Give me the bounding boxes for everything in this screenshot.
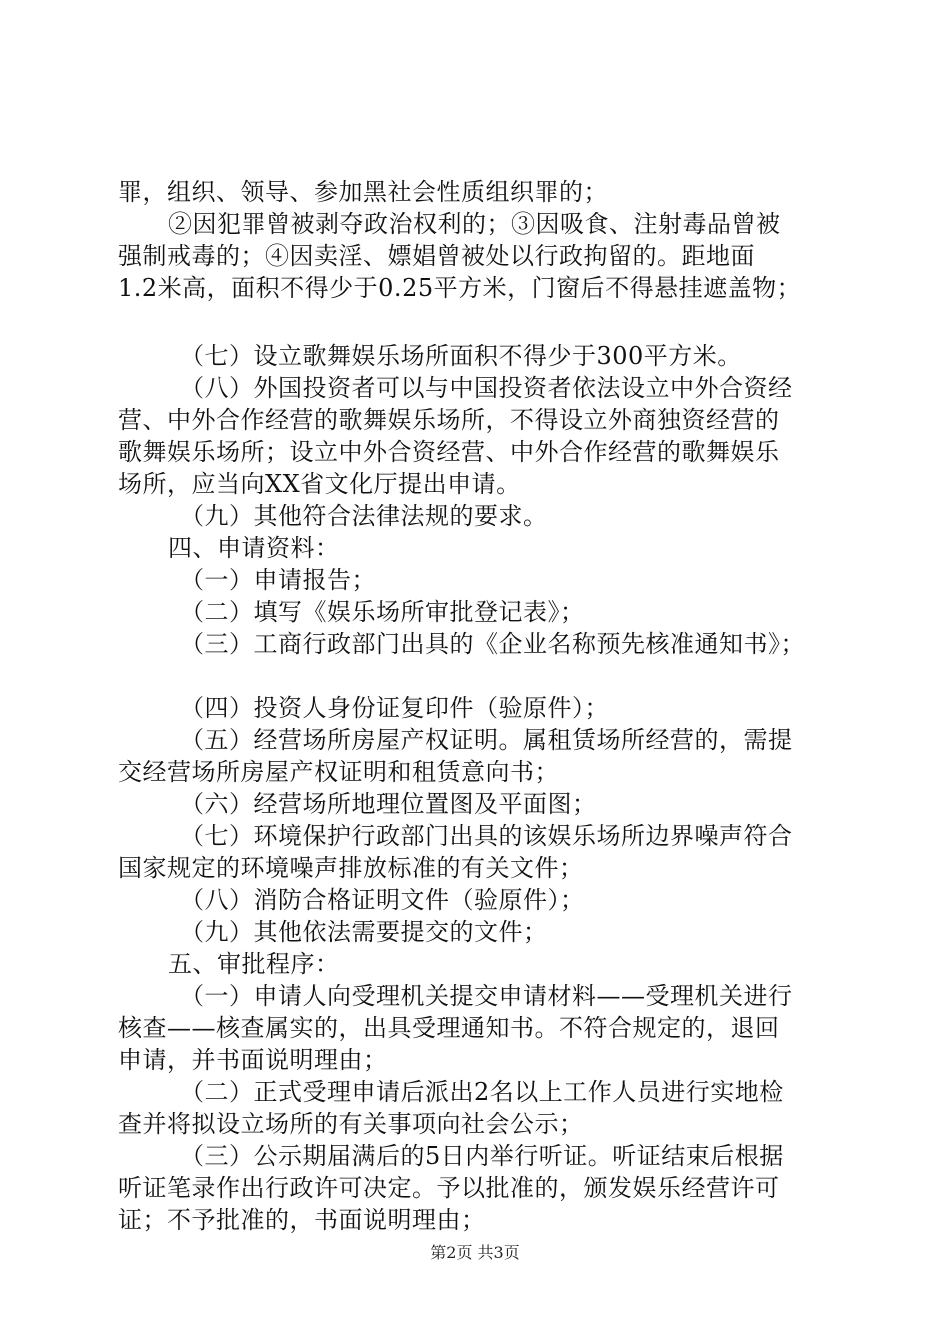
text-line: 申请，并书面说明理由； [118, 1046, 388, 1074]
text-line: （七）设立歌舞娱乐场所面积不得少于300平方米。 [180, 342, 742, 370]
text-line: 国家规定的环境噪声排放标准的有关文件； [118, 854, 584, 882]
document-body [118, 176, 838, 1236]
text-line: 罪，组织、领导、参加黑社会性质组织罪的； [118, 178, 608, 206]
text-line: （六）经营场所地理位置图及平面图； [180, 790, 597, 818]
text-line: （八）消防合格证明文件（验原件）； [180, 886, 585, 914]
text-line: 交经营场所房屋产权证明和租赁意向书； [118, 758, 559, 786]
text-line: ②因犯罪曾被剥夺政治权利的；③因吸食、注射毒品曾被 [168, 210, 781, 238]
text-line: 歌舞娱乐场所；设立中外合资经营、中外合作经营的歌舞娱乐 [118, 438, 780, 466]
text-line: （一）申请人向受理机关提交申请材料——受理机关进行 [180, 982, 793, 1010]
text-line: 营、中外合作经营的歌舞娱乐场所，不得设立外商独资经营的 [118, 406, 780, 434]
text-line: （五）经营场所房屋产权证明。属租赁场所经营的，需提 [180, 726, 793, 754]
section-heading: 五、审批程序： [168, 950, 340, 978]
text-line: 查并将拟设立场所的有关事项向社会公示； [118, 1110, 584, 1138]
section-heading: 四、申请资料： [168, 534, 340, 562]
text-line: 听证笔录作出行政许可决定。予以批准的，颁发娱乐经营许可 [118, 1174, 780, 1202]
text-line: （三）工商行政部门出具的《企业名称预先核准通知书》； [180, 630, 805, 658]
text-line: （八）外国投资者可以与中国投资者依法设立中外合资经 [180, 374, 793, 402]
text-line: （七）环境保护行政部门出具的该娱乐场所边界噪声符合 [180, 822, 793, 850]
text-line: 强制戒毒的；④因卖淫、嫖娼曾被处以行政拘留的。距地面 [118, 242, 755, 270]
text-line: （一）申请报告； [180, 566, 376, 594]
text-line: （四）投资人身份证复印件（验原件）； [180, 694, 609, 722]
text-line: 1.2米高，面积不得少于0.25平方米，门窗后不得悬挂遮盖物； [118, 274, 802, 302]
text-line: （三）公示期届满后的5日内举行听证。听证结束后根据 [180, 1142, 784, 1170]
text-line: （九）其他符合法律法规的要求。 [180, 502, 548, 530]
text-line: （二）填写《娱乐场所审批登记表》； [180, 598, 585, 626]
text-line: （二）正式受理申请后派出2名以上工作人员进行实地检 [180, 1078, 784, 1106]
text-line: （九）其他依法需要提交的文件； [180, 918, 548, 946]
text-line: 场所，应当向XX省文化厅提出申请。 [118, 470, 521, 498]
text-line: 证；不予批准的，书面说明理由； [118, 1206, 486, 1234]
page-number-footer: 第2页 共3页 [430, 1243, 520, 1262]
text-line: 核查——核查属实的，出具受理通知书。不符合规定的，退回 [118, 1014, 780, 1042]
